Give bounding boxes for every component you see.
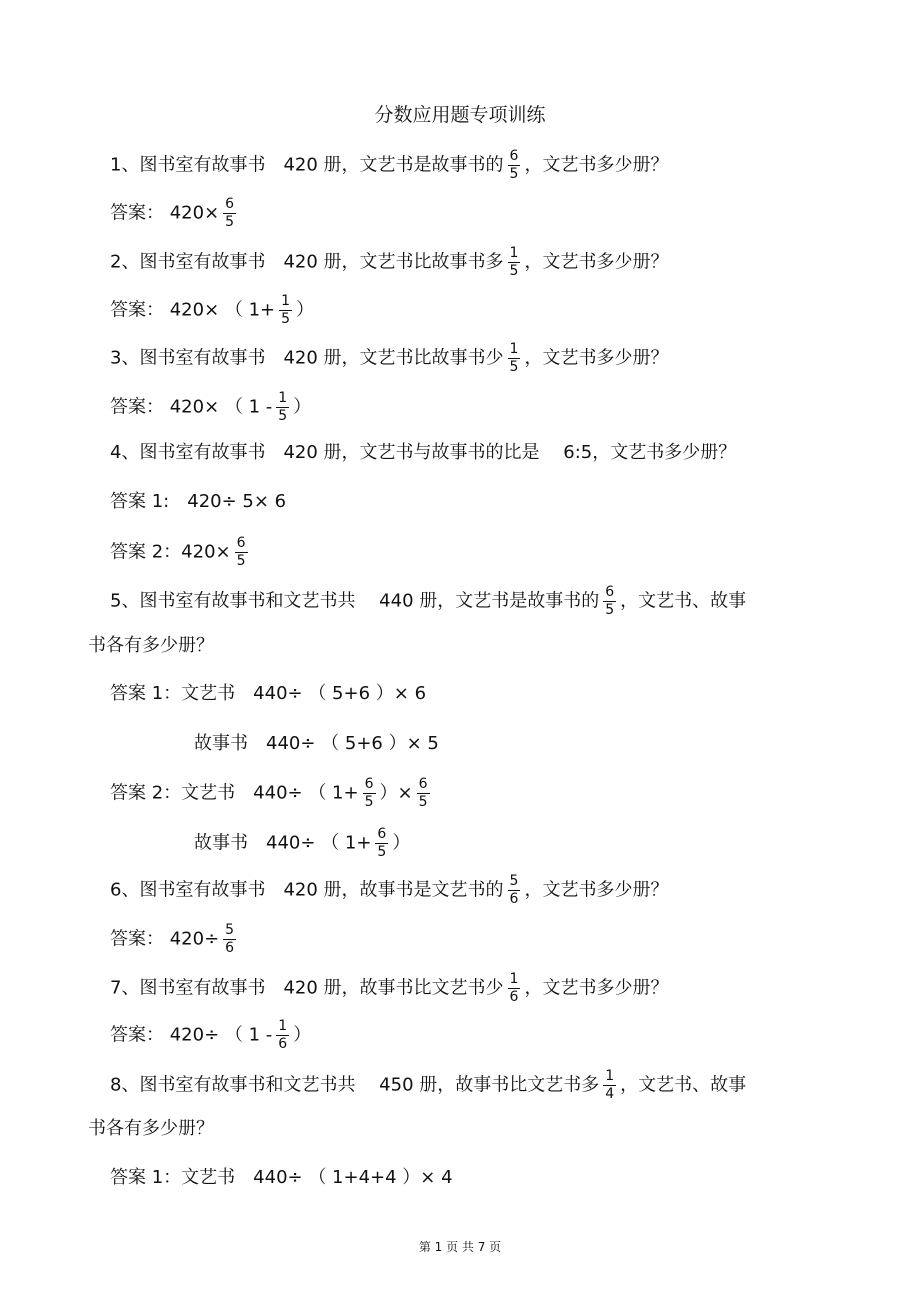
fraction: $\frac{1}{5}$ [509, 341, 519, 375]
fraction: $\frac{1}{6}$ [509, 971, 519, 1005]
answer-6: 答案： 420÷ $\frac{5}{6}$ [110, 922, 235, 956]
question-3: 3、图书室有故事书 420 册，文艺书比故事书少 $\frac{1}{5}$ ，文艺书多少册？ [110, 341, 669, 375]
answer-2: 答案： 420× （ 1+ $\frac{1}{5}$ ） [110, 293, 315, 327]
page-title: 分数应用题专项训练 [374, 104, 546, 126]
question-8-continued: 书各有多少册？ [88, 1118, 214, 1139]
answer-5-method-2-b: 故事书 440÷ （ 1+ $\frac{6}{5}$ ） [194, 826, 411, 860]
answer-5-method-1-b: 故事书 440÷ （ 5+6 ）× 5 [194, 733, 439, 754]
fraction: $\frac{6}{5}$ [236, 535, 246, 569]
fraction: $\frac{1}{6}$ [278, 1018, 288, 1052]
question-4: 4、图书室有故事书 420 册，文艺书与故事书的比是 6:5，文艺书多少册？ [110, 442, 737, 463]
answer-5-method-2-a: 答案 2：文艺书 440÷ （ 1+ $\frac{6}{5}$ ）× $\frac{6}{5}$ [110, 776, 428, 810]
fraction: $\frac{1}{5}$ [278, 390, 288, 424]
fraction: $\frac{1}{4}$ [605, 1068, 615, 1102]
fraction: $\frac{1}{5}$ [281, 293, 291, 327]
question-1: 1、图书室有故事书 420 册，文艺书是故事书的 $\frac{6}{5}$ ，文艺书多少册？ [110, 148, 669, 182]
fraction: $\frac{5}{6}$ [509, 873, 519, 907]
question-7: 7、图书室有故事书 420 册，故事书比文艺书少 $\frac{1}{6}$ ，文艺书多少册？ [110, 971, 669, 1005]
question-6: 6、图书室有故事书 420 册，故事书是文艺书的 $\frac{5}{6}$ ，文艺书多少册？ [110, 873, 669, 907]
page-footer: 第 1 页 共 7 页 [418, 1240, 502, 1254]
fraction: $\frac{5}{6}$ [225, 922, 235, 956]
answer-8-method-1-a: 答案 1：文艺书 440÷ （ 1+4+4 ）× 4 [110, 1167, 453, 1188]
answer-1: 答案： 420× $\frac{6}{5}$ [110, 196, 235, 230]
fraction: $\frac{1}{5}$ [509, 245, 519, 279]
fraction: $\frac{6}{5}$ [377, 826, 387, 860]
fraction: $\frac{6}{5}$ [364, 776, 374, 810]
fraction: $\frac{6}{5}$ [509, 148, 519, 182]
fraction: $\frac{6}{5}$ [225, 196, 235, 230]
answer-4-method-2: 答案 2：420× $\frac{6}{5}$ [110, 535, 246, 569]
fraction: $\frac{6}{5}$ [605, 584, 615, 618]
question-5-continued: 书各有多少册？ [88, 635, 214, 656]
question-8: 8、图书室有故事书和文艺书共 450 册，故事书比文艺书多 $\frac{1}{4}$ ，文艺书、故事 [110, 1068, 747, 1102]
answer-5-method-1-a: 答案 1：文艺书 440÷ （ 5+6 ）× 6 [110, 683, 427, 704]
answer-3: 答案： 420× （ 1 - $\frac{1}{5}$ ） [110, 390, 312, 424]
question-2: 2、图书室有故事书 420 册，文艺书比故事书多 $\frac{1}{5}$ ，文艺书多少册？ [110, 245, 669, 279]
fraction: $\frac{6}{5}$ [418, 776, 428, 810]
answer-4-method-1: 答案 1: 420÷ 5× 6 [110, 491, 287, 512]
question-5: 5、图书室有故事书和文艺书共 440 册，文艺书是故事书的 $\frac{6}{5}$ ，文艺书、故事 [110, 584, 747, 618]
answer-7: 答案： 420÷ （ 1 - $\frac{1}{6}$ ） [110, 1018, 312, 1052]
